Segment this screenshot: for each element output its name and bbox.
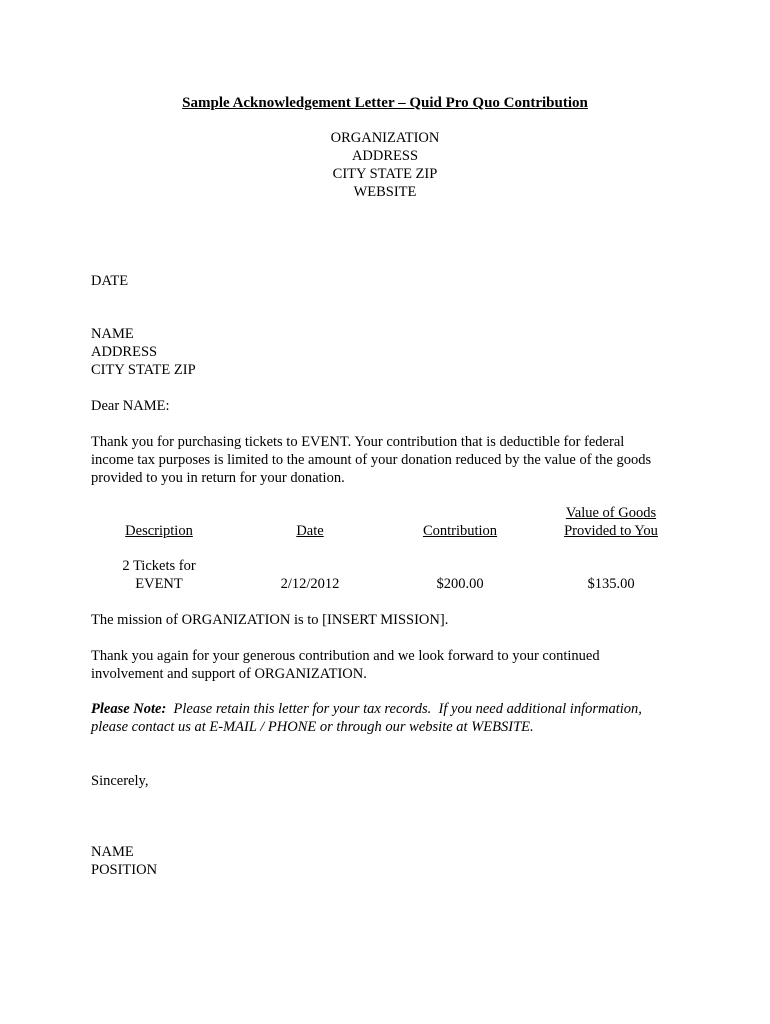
thanks-line-2: involvement and support of ORGANIZATION. <box>91 666 367 682</box>
row-date: 2/12/2012 <box>280 576 340 592</box>
signature-name: NAME <box>91 844 134 860</box>
org-city-state-zip: CITY STATE ZIP <box>332 166 438 182</box>
note-line-1: Please retain this letter for your tax records. If you need additional information, <box>166 701 642 717</box>
closing: Sincerely, <box>91 773 149 789</box>
signature-position: POSITION <box>91 862 158 878</box>
letter-title: Sample Acknowledgement Letter – Quid Pro Quo Contribution <box>182 95 588 111</box>
recipient-address: ADDRESS <box>91 344 158 360</box>
row-description-line-1: 2 Tickets for <box>122 558 196 574</box>
intro-paragraph <box>91 433 691 487</box>
intro-line-3: provided to you in return for your donation. <box>91 470 345 486</box>
header-date: Date <box>296 523 324 539</box>
signature-block <box>91 843 691 879</box>
org-address: ADDRESS <box>351 148 419 164</box>
row-description-line-2: EVENT <box>135 576 183 592</box>
recipient-name: NAME <box>91 326 134 342</box>
note-paragraph <box>91 700 691 736</box>
header-value-line-2: Provided to You <box>564 523 658 539</box>
letter-date: DATE <box>91 273 129 289</box>
header-description: Description <box>125 523 193 539</box>
note-label: Please Note: <box>91 701 167 717</box>
org-name: ORGANIZATION <box>330 130 440 146</box>
intro-line-2: income tax purposes is limited to the amount of your donation reduced by the value of the goods <box>91 452 652 468</box>
thanks-paragraph <box>91 647 691 683</box>
intro-line-1: Thank you for purchasing tickets to EVENT. Your contribution that is deductible for federal <box>91 434 625 450</box>
recipient-city-state-zip: CITY STATE ZIP <box>91 362 196 378</box>
salutation: Dear NAME: <box>91 398 170 414</box>
organization-header <box>0 129 770 201</box>
note-line-2: please contact us at E-MAIL / PHONE or through our website at WEBSITE. <box>91 719 534 735</box>
recipient-block <box>91 325 691 379</box>
row-contribution: $200.00 <box>436 576 484 592</box>
header-value-line-1: Value of Goods <box>565 505 657 521</box>
header-contribution: Contribution <box>422 523 498 539</box>
org-website: WEBSITE <box>353 184 417 200</box>
thanks-line-1: Thank you again for your generous contribution and we look forward to your continued <box>91 648 600 664</box>
mission-statement: The mission of ORGANIZATION is to [INSERT MISSION]. <box>91 612 449 628</box>
row-value: $135.00 <box>587 576 635 592</box>
